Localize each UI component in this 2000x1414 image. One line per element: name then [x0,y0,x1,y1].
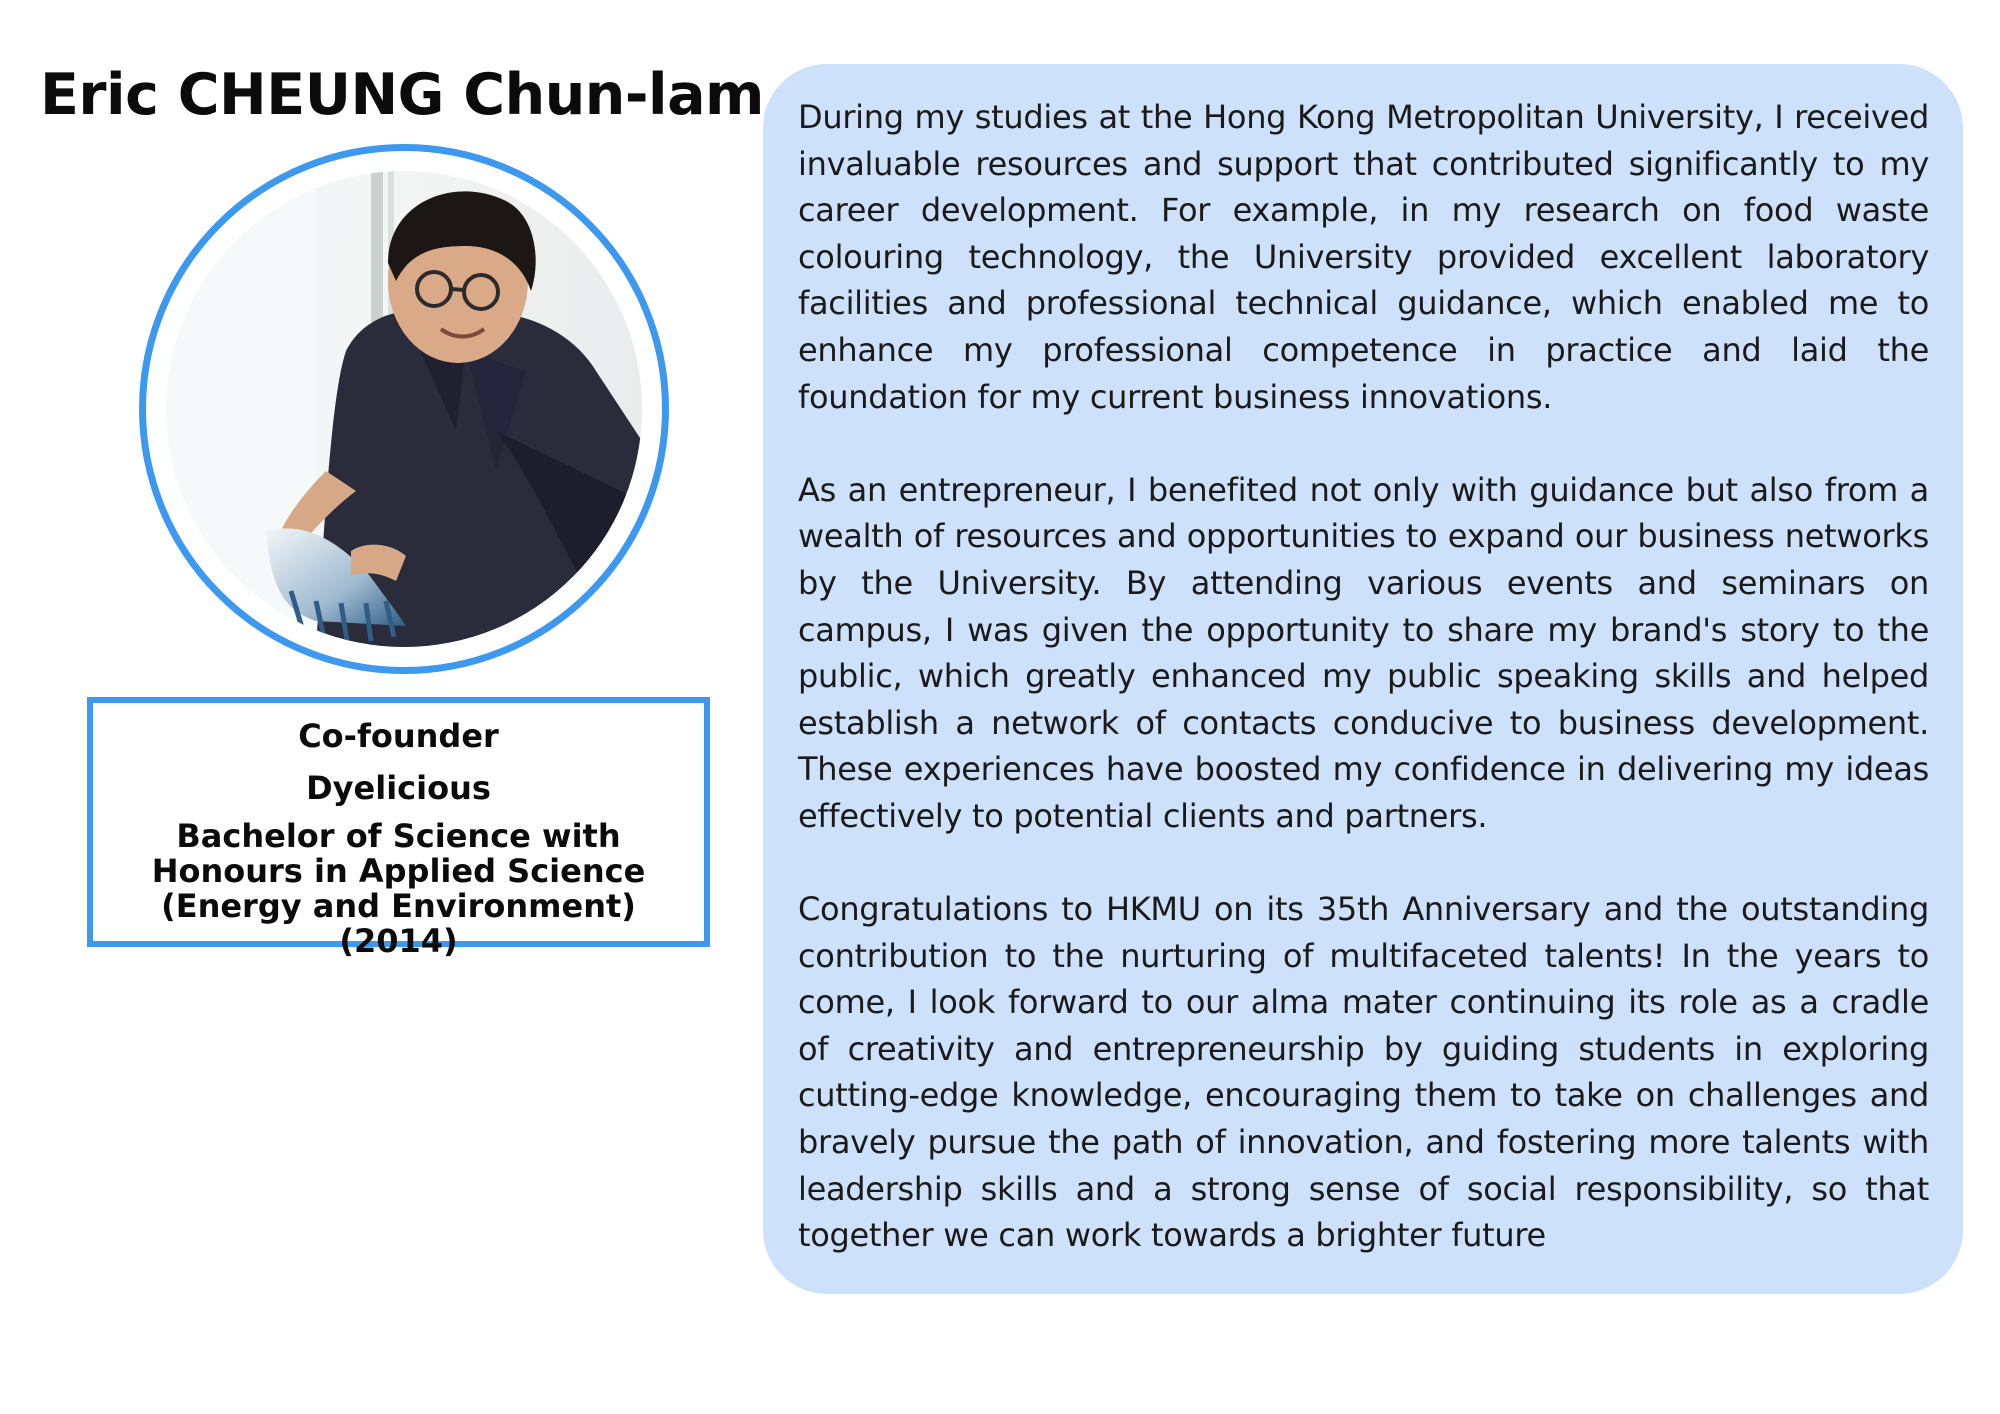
testimonial-card [763,64,1963,1294]
testimonial-paragraph: As an entrepreneur, I benefited not only with guidance but also from a wealth of resources and opportunities to expand our business networks by the University. By attending various events and seminars on campus, I was given the opportunity to share my brand's story to the public, which greatly enhanced my public speaking skills and helped establish a network of contacts conducive to business development. These experiences have boosted my confidence in delivering my ideas effectively to potential clients and partners. [798,470,1929,835]
profile-info-box [87,697,710,960]
job-role: Co-founder [298,717,499,755]
company-name: Dyelicious [306,769,491,807]
portrait-photo [166,171,642,647]
degree-title: Bachelor of Science with Honours in Applied Science (Energy and Environment) (2014) [151,817,646,960]
testimonial-paragraph: During my studies at the Hong Kong Metropolitan University, I received invaluable resources and support that contributed significantly to my career development. For example, in my research on food waste colouring technology, the University provided excellent laboratory facilities and professional technical guidance, which enabled me to enhance my professional competence in practice and laid the foundation for my current business innovations. [798,98,1929,416]
person-name: Eric CHEUNG Chun-lam [40,62,764,128]
portrait-frame [139,144,669,674]
testimonial-paragraph: Congratulations to HKMU on its 35th Anniversary and the outstanding contribution to the nurturing of multifaceted talents! In the years to come, I look forward to our alma mater continuing its role as a cradle of creativity and entrepreneurship by guiding students in exploring cutting-edge knowledge, encouraging them to take on challenges and bravely pursue the path of innovation, and fostering more talents with leadership skills and a strong sense of social responsibility, so that together we can work towards a brighter future [798,890,1929,1255]
